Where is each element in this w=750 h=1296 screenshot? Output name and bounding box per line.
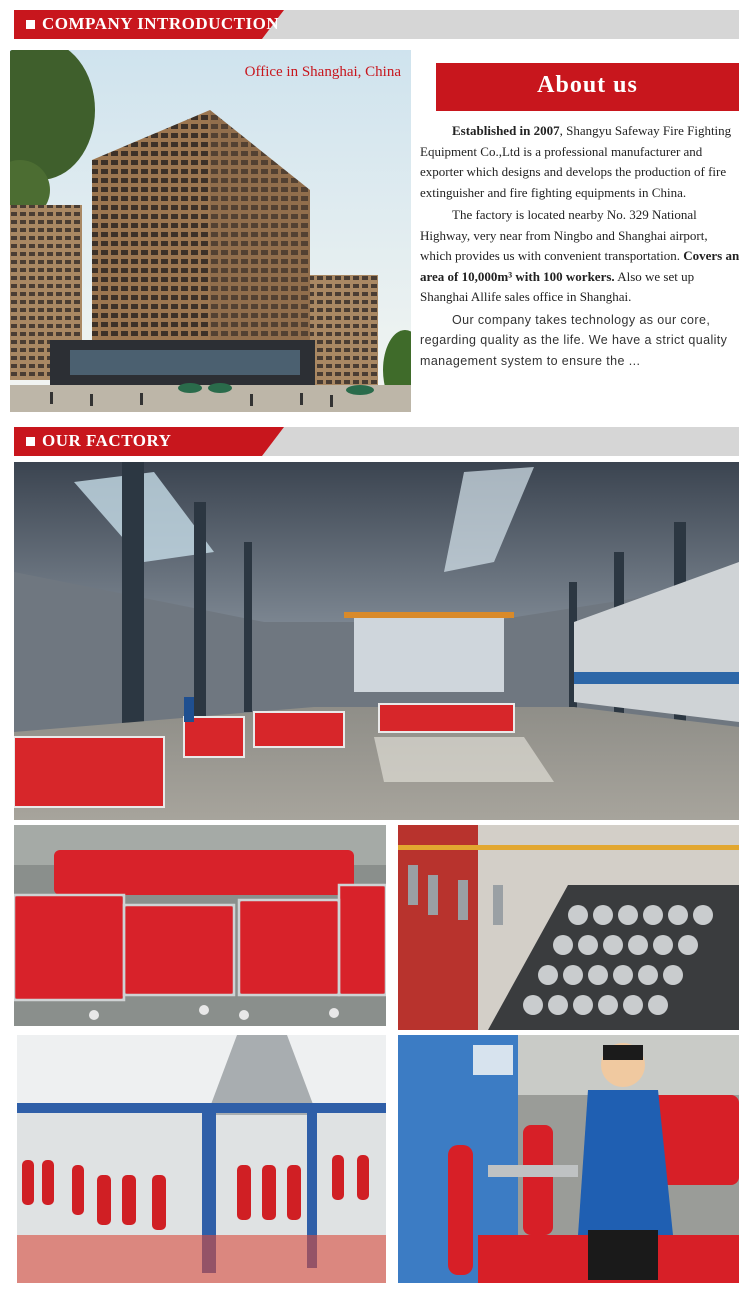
square-bullet-icon — [26, 437, 35, 446]
section-title: COMPANY INTRODUCTION — [42, 14, 280, 33]
worker-filling-station-illustration — [398, 1035, 739, 1283]
established-year: Established in 2007 — [452, 123, 560, 138]
extinguisher-carts-illustration — [14, 825, 386, 1026]
factory-area: Covers an area of 10,000m³ with 100 workers. — [420, 248, 740, 284]
factory-hall-illustration — [14, 462, 739, 820]
square-bullet-icon — [26, 20, 35, 29]
office-caption: Office in Shanghai, China — [244, 64, 401, 80]
about-p1-rest: , Shangyu Safeway Fire Fighting Equipment Co.,Ltd is a professional manufacturer and exporter which designs and develops the production of fire extinguisher and fire fighting equipments in China. — [420, 123, 732, 200]
worker-filling-station-photo — [398, 1035, 739, 1283]
section-title: OUR FACTORY — [42, 431, 172, 450]
about-paragraph-2 — [420, 205, 742, 308]
about-us-heading: About us — [537, 72, 638, 98]
extinguisher-carts-photo — [14, 825, 386, 1026]
section-header-company-introduction — [14, 10, 739, 39]
section-header-our-factory — [14, 427, 739, 456]
office-building-photo — [10, 50, 411, 412]
steel-cylinders-illustration — [398, 825, 739, 1030]
painting-line-illustration — [17, 1035, 386, 1283]
steel-cylinders-photo — [398, 825, 739, 1030]
factory-hall-photo — [14, 462, 739, 820]
about-paragraph-1 — [420, 121, 742, 203]
about-p2-start: The factory is located nearby No. 329 National Highway, very near from Ningbo and Shanghai airport, which provides us with convenient transportation. — [420, 207, 708, 263]
about-us-banner — [436, 63, 739, 111]
about-us-text — [420, 121, 742, 373]
about-p2-end: Also we set up Shanghai Allife sales office in Shanghai. — [420, 268, 695, 304]
about-paragraph-3: Our company takes technology as our core, regarding quality as the life. We have a strict quality management system to ensure the ... — [420, 312, 728, 368]
office-building-illustration — [10, 50, 411, 412]
painting-line-photo — [17, 1035, 386, 1283]
